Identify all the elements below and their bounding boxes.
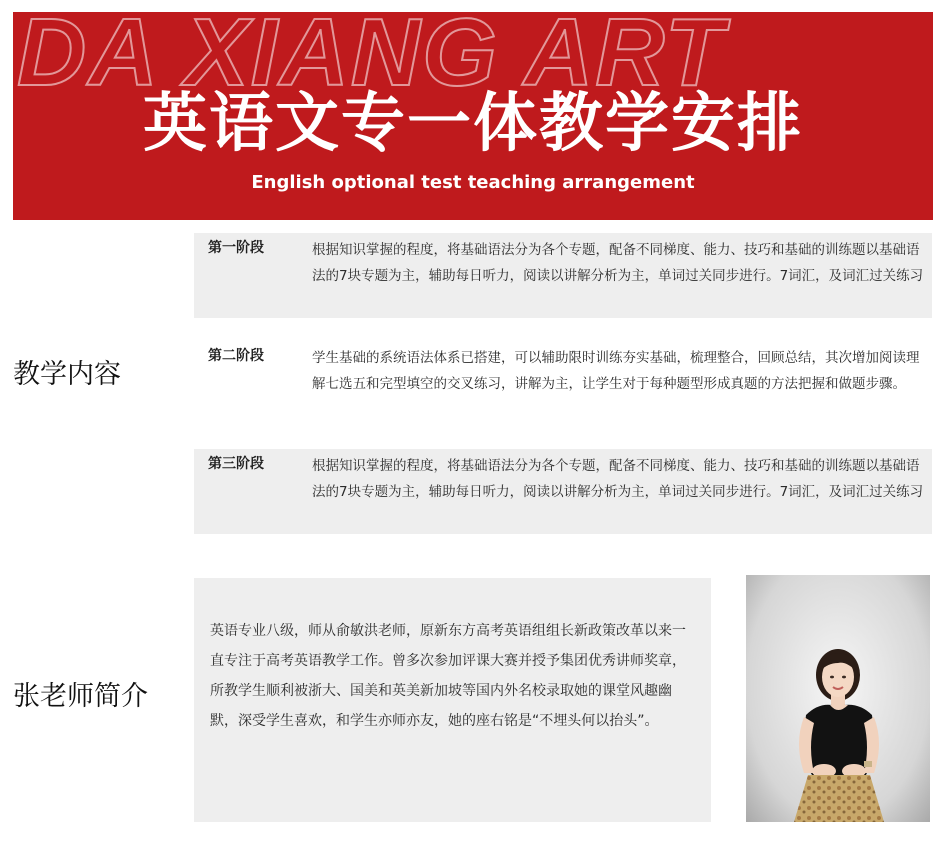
teacher-bio: 英语专业八级，师从俞敏洪老师，原新东方高考英语组组长新政策改革以来一直专注于高考英语教学工作。曾多次参加评课大赛并授予集团优秀讲师奖章，所教学生顺利被浙大、国美和英美新加坡等国内外名校录取她的课堂风趣幽默，深受学生喜欢，和学生亦师亦友，她的座右铭是“不埋头何以抬头”。 xyxy=(210,623,686,729)
stage-description: 学生基础的系统语法体系已搭建，可以辅助限时训练夯实基础，梳理整合，回顾总结，其次增加阅读理解七选五和完型填空的交叉练习，讲解为主，让学生对于每种题型形成真题的方法把握和做题步骤。 xyxy=(312,350,920,392)
header-banner xyxy=(13,12,933,220)
banner-watermark: DA XIANG ART xyxy=(17,12,726,106)
stage-name: 第二阶段 xyxy=(208,348,264,364)
teacher-photo xyxy=(746,575,930,822)
stage-name: 第一阶段 xyxy=(208,240,264,256)
stage-description: 根据知识掌握的程度，将基础语法分为各个专题，配备不同梯度、能力、技巧和基础的训练题以基础语法的7块专题为主，辅助每日听力，阅读以讲解分析为主，单词过关同步进行。7词汇，及词汇过关练习 xyxy=(312,242,924,284)
stage-description: 根据知识掌握的程度，将基础语法分为各个专题，配备不同梯度、能力、技巧和基础的训练题以基础语法的7块专题为主，辅助每日听力，阅读以讲解分析为主，单词过关同步进行。7词汇，及词汇过关练习 xyxy=(312,458,924,500)
stage-1 xyxy=(194,233,932,318)
teacher-intro-label: 张老师简介 xyxy=(13,681,148,712)
teacher-portrait-image xyxy=(746,575,930,822)
stage-name: 第三阶段 xyxy=(208,456,264,472)
teacher-bio-panel xyxy=(194,578,711,822)
page-subtitle: English optional test teaching arrangement xyxy=(251,172,695,193)
stage-2 xyxy=(194,341,932,426)
stage-3 xyxy=(194,449,932,534)
page-title: 英语文专一体教学安排 xyxy=(143,87,803,161)
teaching-content-label: 教学内容 xyxy=(13,359,121,390)
